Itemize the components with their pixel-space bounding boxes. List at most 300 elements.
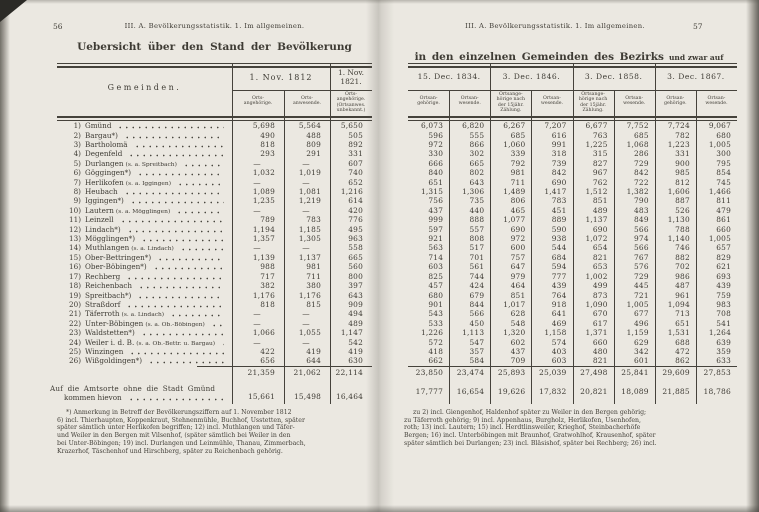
gemeinde-cell <box>57 243 232 252</box>
value-cell: 714 <box>428 252 444 262</box>
table-row <box>408 272 737 281</box>
value-cell: 357 <box>469 346 485 356</box>
value-cell: 483 <box>634 205 649 215</box>
value-cell: 991 <box>551 140 567 150</box>
dot-leader <box>128 154 224 157</box>
footnote-left <box>57 409 375 455</box>
value-cell: 988 <box>260 262 275 272</box>
table-row <box>57 234 372 243</box>
value-cell: 1,466 <box>708 187 731 197</box>
dot-leader <box>153 267 224 270</box>
gemeinde-name: Degenfeld <box>85 149 123 159</box>
value-cell: 1,235 <box>252 196 275 206</box>
value-cell: 652 <box>348 177 363 187</box>
gemeinde-name: Bargau*) <box>85 130 118 140</box>
value-cell: 574 <box>551 337 567 347</box>
value-cell: 1,139 <box>252 252 275 262</box>
value-cell: 763 <box>592 130 608 140</box>
dot-leader <box>170 314 224 317</box>
value-cell: 717 <box>260 271 275 281</box>
value-cell: 690 <box>510 224 526 234</box>
amtsorte-label-line1: Auf die Amtsorte ohne die Stadt Gmünd <box>50 384 216 393</box>
value-cell: 829 <box>716 252 731 262</box>
value-cell: 422 <box>260 346 275 356</box>
value-cell: 1,005 <box>708 140 731 150</box>
total-cell: 25,841 <box>621 368 649 378</box>
value-cell: 479 <box>716 205 731 215</box>
value-cell: 440 <box>469 205 485 215</box>
table-row <box>408 196 737 205</box>
value-cell: 651 <box>675 318 690 328</box>
value-cell: 708 <box>716 309 731 319</box>
value-cell: 849 <box>634 215 649 225</box>
value-cell: 1,159 <box>626 328 649 338</box>
header-line: wesende. <box>705 101 728 107</box>
table-row <box>57 262 372 271</box>
value-cell: 517 <box>469 243 485 253</box>
value-cell: 654 <box>592 243 608 253</box>
table-rule <box>57 66 372 68</box>
amtsorte-label-text: kommen hievon <box>64 393 122 402</box>
value-cell: — <box>302 337 310 347</box>
value-cell: 488 <box>306 130 321 140</box>
value-cell: 557 <box>469 224 485 234</box>
value-cell: 419 <box>306 346 321 356</box>
value-cell: 1,068 <box>626 140 649 150</box>
table-row <box>57 337 372 346</box>
value-cell: 302 <box>469 149 485 159</box>
table-row <box>57 130 372 139</box>
value-cell: 1,089 <box>252 187 275 197</box>
header-line: hörige nach <box>578 97 608 103</box>
value-cell: 1,225 <box>585 140 608 150</box>
header-line: Orts- <box>301 96 313 101</box>
value-cell: 1,137 <box>585 215 608 225</box>
value-cell: — <box>253 158 261 168</box>
value-cell: 1,017 <box>503 299 526 309</box>
value-cell: 544 <box>551 243 567 253</box>
value-cell: 889 <box>551 215 567 225</box>
value-cell: 1,305 <box>298 234 321 244</box>
value-cell: 643 <box>348 290 363 300</box>
value-cell: 680 <box>716 130 731 140</box>
value-cell: 790 <box>634 196 649 206</box>
scan-edge-left <box>0 0 10 512</box>
value-cell: 701 <box>469 252 485 262</box>
value-cell: 1,055 <box>298 328 321 338</box>
row-number: 22) <box>69 318 81 328</box>
gemeinde-note: (s. a. Lindach) <box>121 312 165 319</box>
value-cell: 806 <box>510 196 526 206</box>
value-cell: 800 <box>348 271 363 281</box>
dot-leader <box>127 230 224 233</box>
value-cell: — <box>302 309 310 319</box>
value-cell: 621 <box>716 262 731 272</box>
value-cell: 505 <box>348 130 363 140</box>
gemeinde-name: Göggingen*) <box>85 168 132 178</box>
dot-leader <box>141 239 224 242</box>
gemeinde-cell <box>57 225 232 234</box>
value-cell: 318 <box>551 149 567 159</box>
gemeinde-cell <box>57 131 232 140</box>
footnote-line: 6) incl. Thierhaupten, Koppenkraut, Stehnenmühle, Buchhof, Usstetten, später <box>57 416 305 424</box>
dot-leader <box>221 343 224 346</box>
table-row <box>57 290 372 299</box>
value-cell: 999 <box>428 215 444 225</box>
header-line: der 15jähr. <box>497 102 524 108</box>
table-rule <box>232 90 372 91</box>
total-cell: 23,474 <box>456 368 485 378</box>
value-cell: 616 <box>551 130 567 140</box>
value-cell: 921 <box>428 234 444 244</box>
header-line: 1821. <box>340 76 362 86</box>
value-cell: 1,223 <box>667 140 690 150</box>
value-cell: 566 <box>469 309 485 319</box>
table-row <box>57 356 372 365</box>
value-cell: 451 <box>551 205 567 215</box>
value-cell: 494 <box>348 309 363 319</box>
total-cell: 23,850 <box>415 368 444 378</box>
column-header-gemeinden: Gemeinden. <box>107 83 182 92</box>
value-cell: — <box>302 205 310 215</box>
value-cell: 563 <box>428 243 444 253</box>
header-line: wesende. <box>458 101 481 107</box>
page-number-right: 57 <box>693 22 703 31</box>
value-cell: 617 <box>592 318 608 328</box>
value-cell: 566 <box>634 243 649 253</box>
dot-leader <box>148 361 224 364</box>
scan-edge-right <box>746 0 759 512</box>
value-cell: 1,489 <box>503 187 526 197</box>
value-cell: 601 <box>634 356 649 366</box>
value-cell: 688 <box>675 337 690 347</box>
value-cell: 526 <box>675 205 690 215</box>
gemeinde-name: Bartholomä <box>85 140 128 150</box>
value-cell: — <box>253 177 261 187</box>
value-cell: 887 <box>675 196 690 206</box>
value-cell: 495 <box>348 224 363 234</box>
value-cell: 1,512 <box>585 187 608 197</box>
value-cell: 450 <box>469 318 485 328</box>
amtsorte-label-line2 <box>50 393 232 402</box>
header-line: Zählung. <box>500 107 522 113</box>
gemeinde-note: (s. a. Iggingen) <box>125 180 171 187</box>
value-cell: 662 <box>428 356 444 366</box>
header-line: unbekannt.) <box>336 107 366 113</box>
value-cell: 1,531 <box>667 328 690 338</box>
header-line: wesende. <box>623 101 646 107</box>
value-cell: 690 <box>551 177 567 187</box>
running-header-left: III. A. Bevölkerungsstatistik. 1. Im allgemeinen. <box>124 22 305 30</box>
gemeinde-name: Waldstetten*) <box>85 328 135 338</box>
dot-leader <box>183 164 224 167</box>
row-number: 23) <box>69 328 81 338</box>
value-cell: 628 <box>510 309 526 319</box>
header-line: Ortsan- <box>460 96 479 101</box>
value-cell: 424 <box>469 281 485 291</box>
dot-leader <box>211 324 224 327</box>
value-cell: 888 <box>469 215 485 225</box>
table-row <box>408 290 737 299</box>
column-group-header: 3. Dec. 1858. <box>584 72 643 81</box>
gemeinde-cell <box>57 168 232 177</box>
value-cell: 818 <box>260 299 275 309</box>
population-table-1812-1821 <box>50 63 372 404</box>
value-cell: 5,650 <box>340 121 363 131</box>
gemeinde-cell <box>57 121 232 130</box>
value-cell: 842 <box>551 168 567 178</box>
dot-leader <box>141 333 224 336</box>
table-row <box>408 234 737 243</box>
value-cell: 543 <box>428 309 444 319</box>
value-cell: 756 <box>428 196 444 206</box>
gemeinde-name: Heubach <box>85 187 118 197</box>
value-cell: 812 <box>675 177 690 187</box>
table-row <box>408 253 737 262</box>
value-cell: 457 <box>428 281 444 291</box>
value-cell: 900 <box>675 158 690 168</box>
dot-leader <box>134 145 224 148</box>
value-cell: 6,267 <box>503 121 526 131</box>
table-row <box>57 196 372 205</box>
value-cell: 1,130 <box>667 215 690 225</box>
value-cell: 981 <box>306 262 321 272</box>
value-cell: 782 <box>675 130 690 140</box>
row-number: 26) <box>69 356 81 366</box>
dot-leader <box>124 192 224 195</box>
table-row <box>57 215 372 224</box>
value-cell: 1,216 <box>340 187 363 197</box>
value-cell: 602 <box>510 337 526 347</box>
header-line: Orts- <box>345 92 357 97</box>
value-cell: 560 <box>348 262 363 272</box>
value-cell: 739 <box>551 158 567 168</box>
value-cell: 702 <box>675 262 690 272</box>
value-cell: 1,382 <box>626 187 649 197</box>
running-header-right: III. A. Bevölkerungsstatistik. 1. Im allgemeinen. <box>465 22 645 30</box>
dot-leader <box>138 286 224 289</box>
value-cell: 603 <box>551 356 567 366</box>
amtsorte-value: 21,885 <box>662 387 690 397</box>
value-cell: 685 <box>634 130 649 140</box>
value-cell: 821 <box>592 252 608 262</box>
amtsorte-row <box>50 378 372 402</box>
value-cell: 643 <box>469 177 485 187</box>
amtsorte-value: 20,821 <box>580 387 608 397</box>
gemeinde-cell <box>57 234 232 243</box>
value-cell: 809 <box>306 140 321 150</box>
gemeinde-cell <box>57 347 232 356</box>
value-cell: 740 <box>348 168 363 178</box>
table-row <box>57 206 372 215</box>
page-title-right-main: in den einzelnen Gemeinden des Bezirks <box>414 51 664 63</box>
header-line: (Ortsanwes. <box>336 102 366 108</box>
value-cell: 986 <box>675 271 690 281</box>
value-cell: 757 <box>510 252 526 262</box>
table-rule <box>408 366 737 367</box>
table-row <box>57 159 372 168</box>
table-row <box>408 337 737 346</box>
table-row <box>408 224 737 233</box>
table-row <box>57 328 372 337</box>
value-cell: 1,137 <box>298 252 321 262</box>
value-cell: 808 <box>469 234 485 244</box>
value-cell: 445 <box>634 281 649 291</box>
value-cell: 1,606 <box>667 187 690 197</box>
value-cell: 1,315 <box>420 187 444 197</box>
column-group-header: 15. Dec. 1834. <box>417 72 481 81</box>
header-line: Zählung. <box>582 107 604 113</box>
value-cell: 5,698 <box>252 121 275 131</box>
value-cell: 690 <box>592 224 608 234</box>
value-cell: 729 <box>634 158 649 168</box>
value-cell: — <box>253 337 261 347</box>
gemeinde-name: Durlangen <box>85 158 124 168</box>
value-cell: 7,207 <box>544 121 567 131</box>
value-cell: 777 <box>551 271 567 281</box>
value-cell: 542 <box>348 337 363 347</box>
value-cell: 825 <box>428 271 444 281</box>
header-line: 1. Nov. <box>338 68 364 77</box>
gemeinde-name: Iggingen*) <box>85 196 124 206</box>
value-cell: 892 <box>348 140 363 150</box>
row-number: 18) <box>69 281 81 291</box>
row-number: 13) <box>69 234 81 244</box>
table-row <box>57 168 372 177</box>
value-cell: 555 <box>469 130 485 140</box>
value-cell: 656 <box>260 356 275 366</box>
value-cell: 670 <box>592 309 608 319</box>
total-cell: 21,062 <box>293 367 321 377</box>
value-cell: 1,371 <box>585 328 608 338</box>
row-number: 16) <box>69 262 81 272</box>
value-cell: 630 <box>348 356 363 366</box>
population-table-1834-1867 <box>408 63 737 404</box>
row-number: 11) <box>69 215 81 225</box>
value-cell: 967 <box>592 168 608 178</box>
table-row <box>57 272 372 281</box>
table-row <box>57 281 372 290</box>
scan-corner-artifact <box>0 0 27 22</box>
value-cell: 795 <box>716 158 731 168</box>
table-row <box>408 121 737 130</box>
column-group-header: 3. Dec. 1867. <box>667 72 725 81</box>
gemeinde-name: Winzingen <box>85 346 124 356</box>
value-cell: 711 <box>510 177 526 187</box>
table-row <box>57 319 372 328</box>
value-cell: 633 <box>716 356 731 366</box>
column-subheader <box>232 96 284 107</box>
value-cell: 330 <box>428 149 444 159</box>
value-cell: 548 <box>510 318 526 328</box>
gemeinde-cell <box>57 309 232 318</box>
value-cell: — <box>302 243 310 253</box>
header-line: Ortsange- <box>581 92 605 97</box>
value-cell: 572 <box>428 337 444 347</box>
value-cell: 665 <box>469 158 485 168</box>
gemeinde-name: Lautern <box>85 205 114 215</box>
table-row <box>57 253 372 262</box>
header-line: wesende. <box>540 101 564 107</box>
value-cell: 576 <box>634 262 649 272</box>
table-row <box>408 215 737 224</box>
table-row <box>57 140 372 149</box>
gemeinde-note: (s. a. Ob.-Bettr. u. Bargau) <box>136 340 216 347</box>
value-cell: 607 <box>348 158 363 168</box>
value-cell: 818 <box>260 140 275 150</box>
value-cell: 1,306 <box>462 187 485 197</box>
header-line: Ortsan- <box>666 96 685 101</box>
gemeinde-cell <box>57 300 232 309</box>
header-line: Orts- <box>252 96 264 101</box>
value-cell: 7,724 <box>667 121 690 131</box>
value-cell: 660 <box>592 337 608 347</box>
dot-leader <box>137 173 224 176</box>
value-cell: 827 <box>592 158 608 168</box>
gemeinde-name: Ober-Bettringen*) <box>85 252 152 262</box>
table-row <box>408 130 737 139</box>
gemeinde-name: Muthlangen <box>85 243 130 253</box>
value-cell: 533 <box>428 318 444 328</box>
column-subheader <box>696 96 737 107</box>
row-number: 25) <box>69 346 81 356</box>
value-cell: 469 <box>551 318 567 328</box>
value-cell: 854 <box>716 168 731 178</box>
value-cell: 342 <box>634 346 649 356</box>
value-cell: 842 <box>634 168 649 178</box>
value-cell: 660 <box>716 224 731 234</box>
column-subheader <box>284 96 330 107</box>
value-cell: 744 <box>469 271 485 281</box>
value-cell: 764 <box>551 290 567 300</box>
value-cell: 792 <box>510 158 526 168</box>
value-cell: 590 <box>551 224 567 234</box>
value-cell: 603 <box>428 262 444 272</box>
value-cell: 1,226 <box>420 328 444 338</box>
value-cell: 1,002 <box>585 271 608 281</box>
total-cell: 25,893 <box>497 368 526 378</box>
header-line: gehörige. <box>417 101 440 107</box>
header-line: hörige nach <box>496 97 525 103</box>
row-number: 15) <box>69 252 81 262</box>
value-cell: 439 <box>716 281 731 291</box>
row-number: 6) <box>73 168 81 178</box>
value-cell: 465 <box>510 205 526 215</box>
table-row <box>408 243 737 252</box>
gemeinde-name: Mögglingen*) <box>85 234 135 244</box>
value-cell: 561 <box>469 262 485 272</box>
amtsorte-value: 15,498 <box>293 392 321 401</box>
value-cell: 722 <box>634 177 649 187</box>
row-number: 5) <box>73 158 81 168</box>
value-cell: 762 <box>592 177 608 187</box>
value-cell: 596 <box>428 130 444 140</box>
footnote-line: später sämtlich unter Herlikofen begriffen; 12) incl. Muthlangen und Täfer- <box>57 424 295 432</box>
dot-leader <box>180 248 224 251</box>
value-cell: 759 <box>716 290 731 300</box>
value-cell: 1,019 <box>298 168 321 178</box>
dot-leader <box>137 296 224 299</box>
value-cell: 1,032 <box>252 168 275 178</box>
value-cell: — <box>253 318 261 328</box>
total-cell: 27,498 <box>580 368 608 378</box>
value-cell: 651 <box>428 177 444 187</box>
amtsorte-value: 16,654 <box>456 387 485 397</box>
value-cell: 983 <box>716 299 731 309</box>
value-cell: 709 <box>510 356 526 366</box>
table-row <box>408 347 737 356</box>
value-cell: 679 <box>469 290 485 300</box>
